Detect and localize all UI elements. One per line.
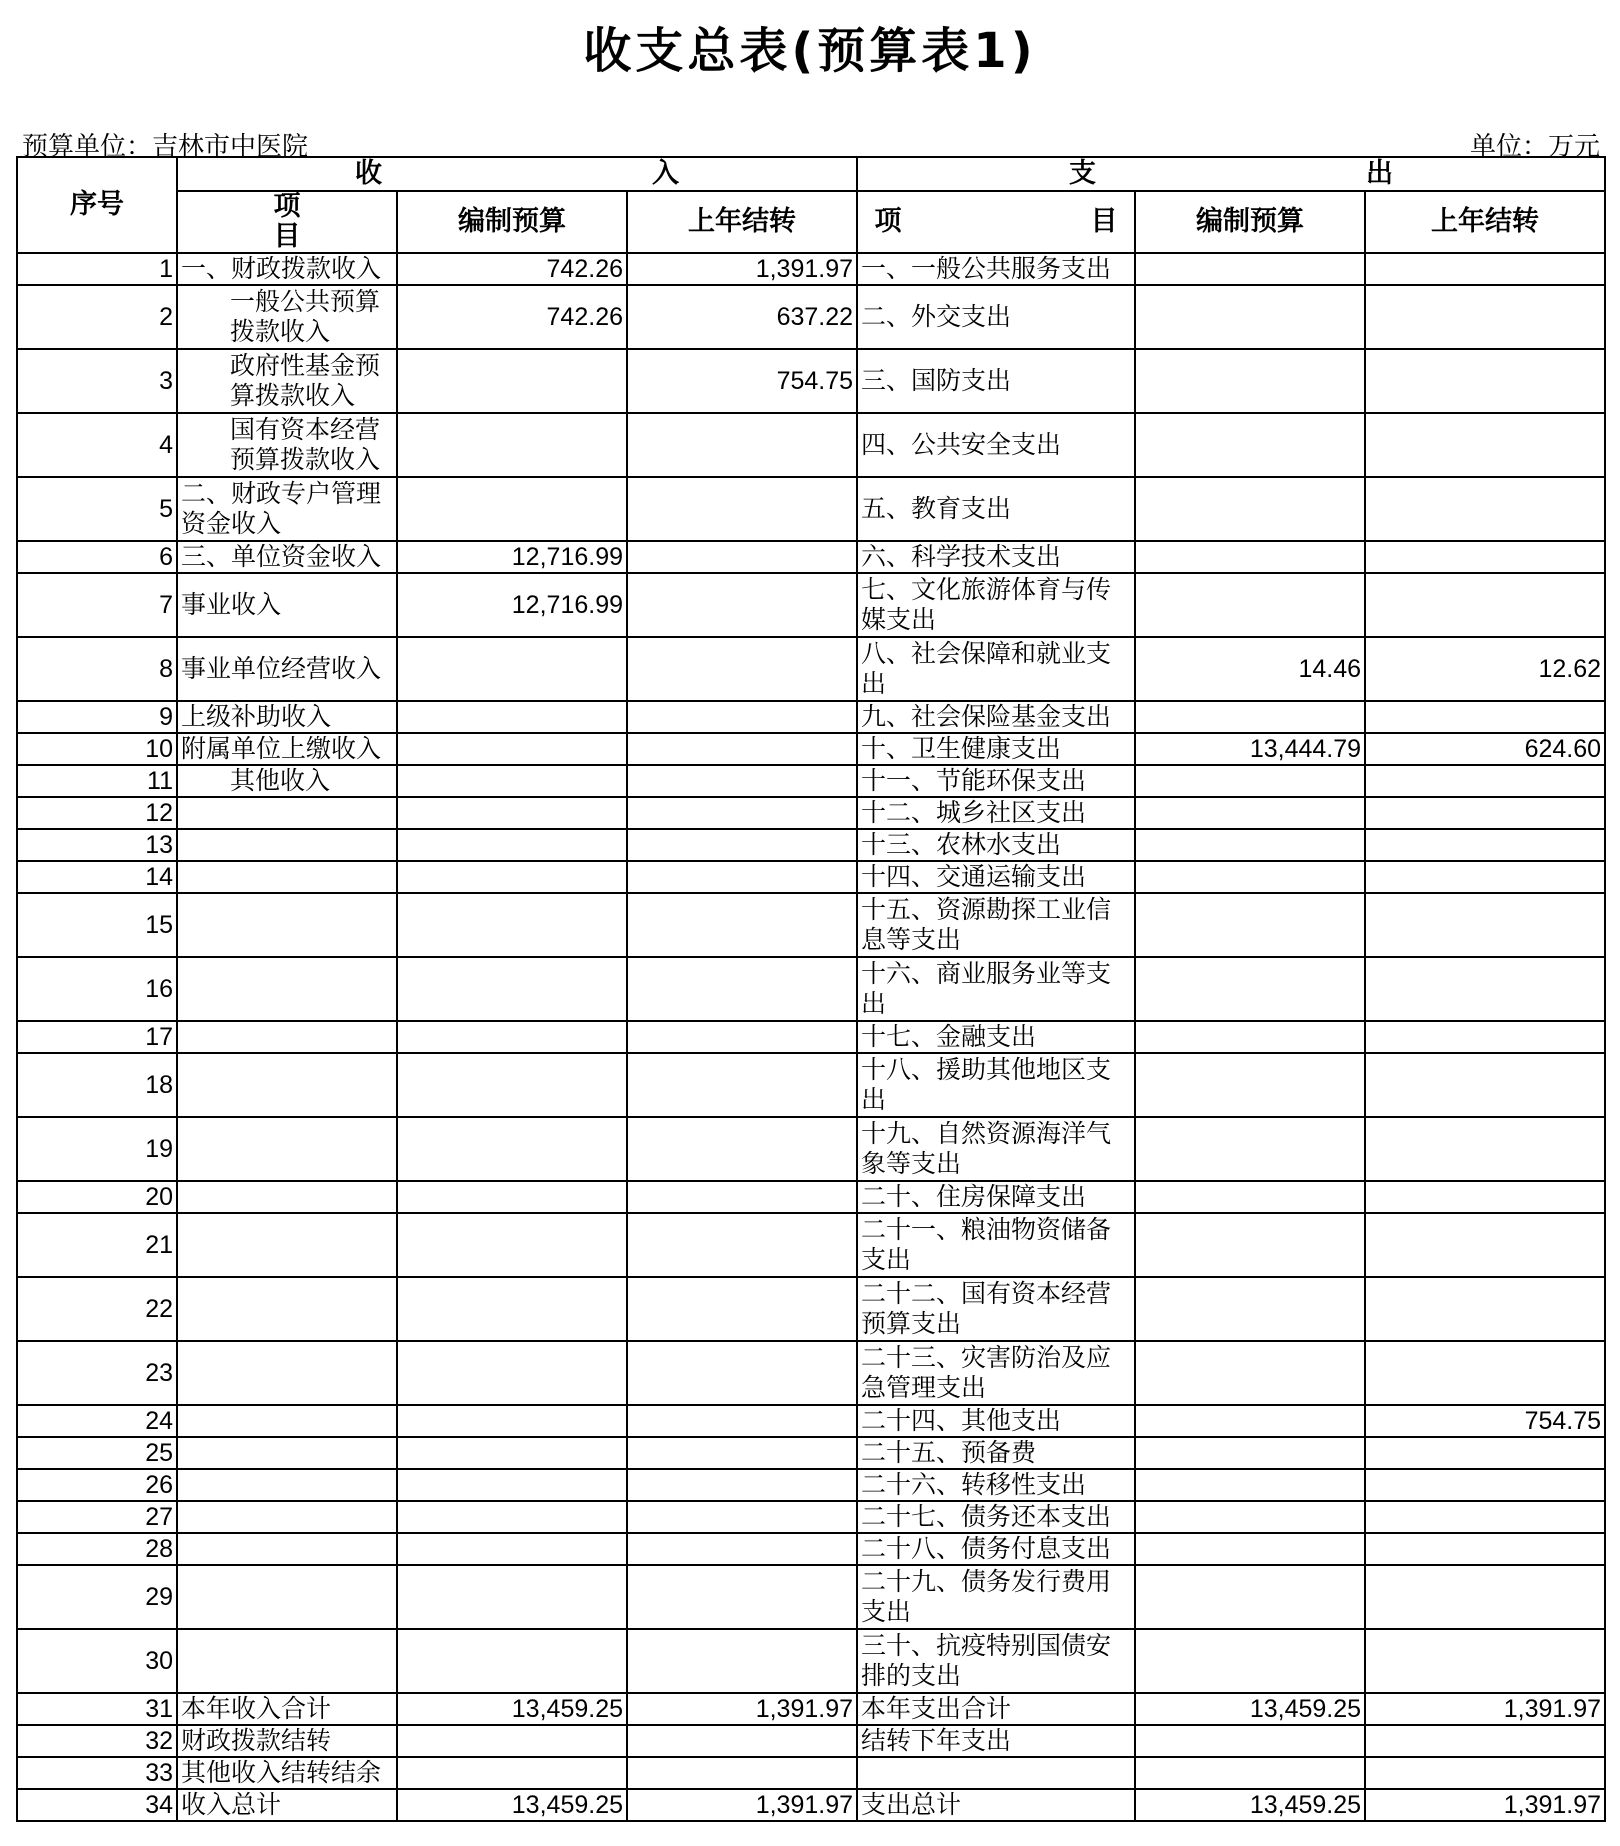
income-budget: 12,716.99 [397,573,627,637]
table-row [17,701,1605,733]
expense-budget [1135,1501,1365,1533]
table-row [17,253,1605,285]
row-seq: 31 [17,1693,177,1725]
row-seq: 25 [17,1437,177,1469]
table-row [17,413,1605,477]
income-carryover: 1,391.97 [627,253,857,285]
expense-budget [1135,861,1365,893]
table-row [17,1693,1605,1725]
income-carryover [627,957,857,1021]
table-row [17,1533,1605,1565]
expense-budget [1135,573,1365,637]
income-item [177,1021,397,1053]
header-seq: 序号 [17,157,177,253]
income-carryover [627,1213,857,1277]
expense-item: 十四、交通运输支出 [857,861,1135,893]
row-seq: 17 [17,1021,177,1053]
income-item: 一、财政拨款收入 [177,253,397,285]
header-expense-item: 项 目 [857,191,1135,253]
row-seq: 11 [17,765,177,797]
header-income-carryover: 上年结转 [627,191,857,253]
income-budget [397,733,627,765]
expense-item: 二十二、国有资本经营预算支出 [857,1277,1135,1341]
expense-carryover [1365,1501,1605,1533]
currency-unit-label: 单位：万元 [1469,132,1600,162]
expense-item: 五、教育支出 [857,477,1135,541]
income-budget [397,1757,627,1789]
expense-budget [1135,1725,1365,1757]
income-budget [397,893,627,957]
income-carryover [627,1629,857,1693]
income-item: 上级补助收入 [177,701,397,733]
expense-budget [1135,1341,1365,1405]
income-budget [397,1565,627,1629]
expense-budget [1135,541,1365,573]
expense-item: 十一、节能环保支出 [857,765,1135,797]
expense-item: 二十、住房保障支出 [857,1181,1135,1213]
expense-carryover [1365,701,1605,733]
table-row [17,637,1605,701]
income-item [177,1053,397,1117]
expense-carryover: 1,391.97 [1365,1789,1605,1821]
row-seq: 15 [17,893,177,957]
income-item [177,1181,397,1213]
row-seq: 18 [17,1053,177,1117]
income-carryover [627,765,857,797]
income-budget: 13,459.25 [397,1693,627,1725]
expense-item: 三、国防支出 [857,349,1135,413]
expense-item: 二十三、灾害防治及应急管理支出 [857,1341,1135,1405]
row-seq: 10 [17,733,177,765]
income-budget [397,1277,627,1341]
row-seq: 20 [17,1181,177,1213]
expense-item: 十七、金融支出 [857,1021,1135,1053]
expense-carryover [1365,797,1605,829]
expense-budget: 13,459.25 [1135,1693,1365,1725]
income-carryover [627,637,857,701]
income-item [177,1117,397,1181]
income-item [177,829,397,861]
header-income-group: 收 入 [177,157,857,191]
income-carryover [627,541,857,573]
row-seq: 29 [17,1565,177,1629]
expense-carryover [1365,285,1605,349]
income-item [177,1629,397,1693]
income-carryover [627,1117,857,1181]
row-seq: 27 [17,1501,177,1533]
expense-item: 十、卫生健康支出 [857,733,1135,765]
income-carryover [627,1277,857,1341]
income-carryover [627,893,857,957]
income-budget [397,1725,627,1757]
expense-item: 二十一、粮油物资储备支出 [857,1213,1135,1277]
income-item [177,1437,397,1469]
income-budget [397,1405,627,1437]
row-seq: 4 [17,413,177,477]
income-item: 收入总计 [177,1789,397,1821]
row-seq: 34 [17,1789,177,1821]
income-budget [397,1021,627,1053]
table-row [17,1629,1605,1693]
row-seq: 13 [17,829,177,861]
expense-item: 三十、抗疫特别国债安排的支出 [857,1629,1135,1693]
table-row [17,477,1605,541]
table-row [17,1789,1605,1821]
income-item [177,1213,397,1277]
income-budget [397,349,627,413]
expense-carryover [1365,1053,1605,1117]
table-row [17,1117,1605,1181]
income-carryover: 1,391.97 [627,1693,857,1725]
income-carryover [627,733,857,765]
income-carryover: 754.75 [627,349,857,413]
income-item: 事业单位经营收入 [177,637,397,701]
expense-item: 十八、援助其他地区支出 [857,1053,1135,1117]
table-row [17,285,1605,349]
expense-carryover [1365,253,1605,285]
table-row [17,893,1605,957]
expense-budget [1135,1053,1365,1117]
row-seq: 5 [17,477,177,541]
income-item [177,861,397,893]
income-carryover [627,413,857,477]
expense-carryover [1365,1341,1605,1405]
expense-budget [1135,477,1365,541]
expense-item: 十二、城乡社区支出 [857,797,1135,829]
expense-item: 二十九、债务发行费用支出 [857,1565,1135,1629]
header-income-budget: 编制预算 [397,191,627,253]
expense-carryover [1365,957,1605,1021]
table-row [17,957,1605,1021]
expense-item: 二、外交支出 [857,285,1135,349]
table-row [17,1277,1605,1341]
expense-budget [1135,1213,1365,1277]
expense-item: 九、社会保险基金支出 [857,701,1135,733]
table-row [17,1565,1605,1629]
expense-carryover [1365,1533,1605,1565]
income-item: 二、财政专户管理资金收入 [177,477,397,541]
header-expense-group: 支 出 [857,157,1605,191]
row-seq: 14 [17,861,177,893]
table-row [17,765,1605,797]
table-row [17,573,1605,637]
table-row [17,1725,1605,1757]
income-item: 国有资本经营预算拨款收入 [177,413,397,477]
row-seq: 19 [17,1117,177,1181]
income-item: 附属单位上缴收入 [177,733,397,765]
row-seq: 3 [17,349,177,413]
income-item: 政府性基金预算拨款收入 [177,349,397,413]
income-item [177,1565,397,1629]
expense-item: 十六、商业服务业等支出 [857,957,1135,1021]
expense-carryover: 624.60 [1365,733,1605,765]
page-title: 收支总表(预算表1) [583,23,1037,79]
table-row [17,1181,1605,1213]
table-row [17,1341,1605,1405]
expense-carryover [1365,1437,1605,1469]
expense-item: 支出总计 [857,1789,1135,1821]
expense-carryover [1365,893,1605,957]
income-carryover: 1,391.97 [627,1789,857,1821]
expense-budget [1135,285,1365,349]
row-seq: 9 [17,701,177,733]
expense-budget: 13,444.79 [1135,733,1365,765]
income-item: 财政拨款结转 [177,1725,397,1757]
income-carryover [627,701,857,733]
expense-budget [1135,1469,1365,1501]
expense-carryover [1365,573,1605,637]
header-row-group [17,157,1605,191]
income-budget: 12,716.99 [397,541,627,573]
income-item [177,1341,397,1405]
expense-budget [1135,1757,1365,1789]
expense-item: 四、公共安全支出 [857,413,1135,477]
income-item: 本年收入合计 [177,1693,397,1725]
income-carryover: 637.22 [627,285,857,349]
income-item [177,1277,397,1341]
table-row [17,1437,1605,1469]
row-seq: 28 [17,1533,177,1565]
table-row [17,1021,1605,1053]
income-budget [397,1469,627,1501]
income-carryover [627,1757,857,1789]
table-row [17,1757,1605,1789]
income-item [177,1501,397,1533]
header-expense-carryover: 上年结转 [1365,191,1605,253]
expense-budget [1135,349,1365,413]
income-carryover [627,1469,857,1501]
income-carryover [627,1501,857,1533]
expense-budget [1135,765,1365,797]
income-carryover [627,1437,857,1469]
row-seq: 24 [17,1405,177,1437]
income-carryover [627,1341,857,1405]
expense-carryover [1365,861,1605,893]
table-body [17,253,1605,1821]
header-expense-budget: 编制预算 [1135,191,1365,253]
income-carryover [627,861,857,893]
expense-item: 二十七、债务还本支出 [857,1501,1135,1533]
expense-carryover [1365,1725,1605,1757]
income-budget [397,637,627,701]
row-seq: 23 [17,1341,177,1405]
row-seq: 6 [17,541,177,573]
expense-item: 八、社会保障和就业支出 [857,637,1135,701]
expense-item: 一、一般公共服务支出 [857,253,1135,285]
income-budget [397,1501,627,1533]
table-row [17,733,1605,765]
expense-item: 十五、资源勘探工业信息等支出 [857,893,1135,957]
income-carryover [627,797,857,829]
expense-carryover [1365,1565,1605,1629]
income-item [177,797,397,829]
expense-item: 二十八、债务付息支出 [857,1533,1135,1565]
expense-carryover [1365,765,1605,797]
income-budget [397,1437,627,1469]
table-row [17,1213,1605,1277]
income-carryover [627,1533,857,1565]
expense-item: 七、文化旅游体育与传媒支出 [857,573,1135,637]
table-row [17,829,1605,861]
income-carryover [627,477,857,541]
expense-carryover [1365,477,1605,541]
income-carryover [627,1725,857,1757]
income-budget [397,957,627,1021]
expense-carryover [1365,413,1605,477]
income-budget: 13,459.25 [397,1789,627,1821]
expense-budget [1135,1405,1365,1437]
expense-budget [1135,413,1365,477]
expense-budget [1135,253,1365,285]
expense-carryover [1365,349,1605,413]
expense-item: 二十六、转移性支出 [857,1469,1135,1501]
expense-carryover [1365,1117,1605,1181]
income-item [177,893,397,957]
income-item: 其他收入 [177,765,397,797]
row-seq: 32 [17,1725,177,1757]
income-carryover [627,573,857,637]
expense-item: 十三、农林水支出 [857,829,1135,861]
expense-item: 十九、自然资源海洋气象等支出 [857,1117,1135,1181]
income-item: 事业收入 [177,573,397,637]
row-seq: 21 [17,1213,177,1277]
income-carryover [627,1405,857,1437]
expense-budget [1135,829,1365,861]
income-item [177,957,397,1021]
header-income-item: 项 目 [177,191,397,253]
expense-item: 本年支出合计 [857,1693,1135,1725]
expense-carryover: 12.62 [1365,637,1605,701]
expense-budget [1135,1629,1365,1693]
expense-budget [1135,1277,1365,1341]
expense-budget [1135,701,1365,733]
row-seq: 16 [17,957,177,1021]
income-budget: 742.26 [397,253,627,285]
income-carryover [627,1181,857,1213]
income-item: 其他收入结转结余 [177,1757,397,1789]
table-row [17,1469,1605,1501]
expense-carryover [1365,541,1605,573]
expense-carryover [1365,829,1605,861]
row-seq: 1 [17,253,177,285]
table-row [17,1501,1605,1533]
expense-carryover [1365,1469,1605,1501]
table-row [17,1053,1605,1117]
income-budget [397,1629,627,1693]
row-seq: 12 [17,797,177,829]
expense-carryover [1365,1181,1605,1213]
income-item: 一般公共预算拨款收入 [177,285,397,349]
table-row [17,541,1605,573]
expense-item: 二十五、预备费 [857,1437,1135,1469]
income-budget [397,1213,627,1277]
income-budget [397,765,627,797]
income-budget [397,829,627,861]
income-carryover [627,1565,857,1629]
expense-carryover [1365,1277,1605,1341]
income-budget [397,413,627,477]
expense-budget [1135,1533,1365,1565]
expense-budget [1135,797,1365,829]
table-row [17,861,1605,893]
income-budget [397,797,627,829]
expense-carryover: 754.75 [1365,1405,1605,1437]
header-row-columns [17,191,1605,253]
income-carryover [627,1053,857,1117]
row-seq: 2 [17,285,177,349]
expense-budget [1135,957,1365,1021]
income-budget: 742.26 [397,285,627,349]
row-seq: 33 [17,1757,177,1789]
expense-budget [1135,1565,1365,1629]
budget-summary-table [16,156,1606,1822]
expense-budget [1135,893,1365,957]
row-seq: 30 [17,1629,177,1693]
budget-unit-label: 预算单位：吉林市中医院 [22,132,309,162]
income-item [177,1405,397,1437]
income-budget [397,1341,627,1405]
income-carryover [627,1021,857,1053]
expense-item: 二十四、其他支出 [857,1405,1135,1437]
expense-budget [1135,1437,1365,1469]
income-budget [397,477,627,541]
income-budget [397,1533,627,1565]
income-budget [397,861,627,893]
row-seq: 22 [17,1277,177,1341]
expense-carryover: 1,391.97 [1365,1693,1605,1725]
expense-carryover [1365,1629,1605,1693]
table-row [17,797,1605,829]
expense-budget [1135,1181,1365,1213]
expense-item: 六、科学技术支出 [857,541,1135,573]
income-item [177,1533,397,1565]
expense-item [857,1757,1135,1789]
income-budget [397,701,627,733]
expense-carryover [1365,1021,1605,1053]
income-budget [397,1053,627,1117]
income-item: 三、单位资金收入 [177,541,397,573]
expense-budget [1135,1117,1365,1181]
table-row [17,349,1605,413]
income-carryover [627,829,857,861]
row-seq: 26 [17,1469,177,1501]
expense-budget: 14.46 [1135,637,1365,701]
expense-budget [1135,1021,1365,1053]
expense-item: 结转下年支出 [857,1725,1135,1757]
income-budget [397,1117,627,1181]
row-seq: 7 [17,573,177,637]
expense-carryover [1365,1757,1605,1789]
expense-carryover [1365,1213,1605,1277]
row-seq: 8 [17,637,177,701]
income-budget [397,1181,627,1213]
table-row [17,1405,1605,1437]
income-item [177,1469,397,1501]
expense-budget: 13,459.25 [1135,1789,1365,1821]
